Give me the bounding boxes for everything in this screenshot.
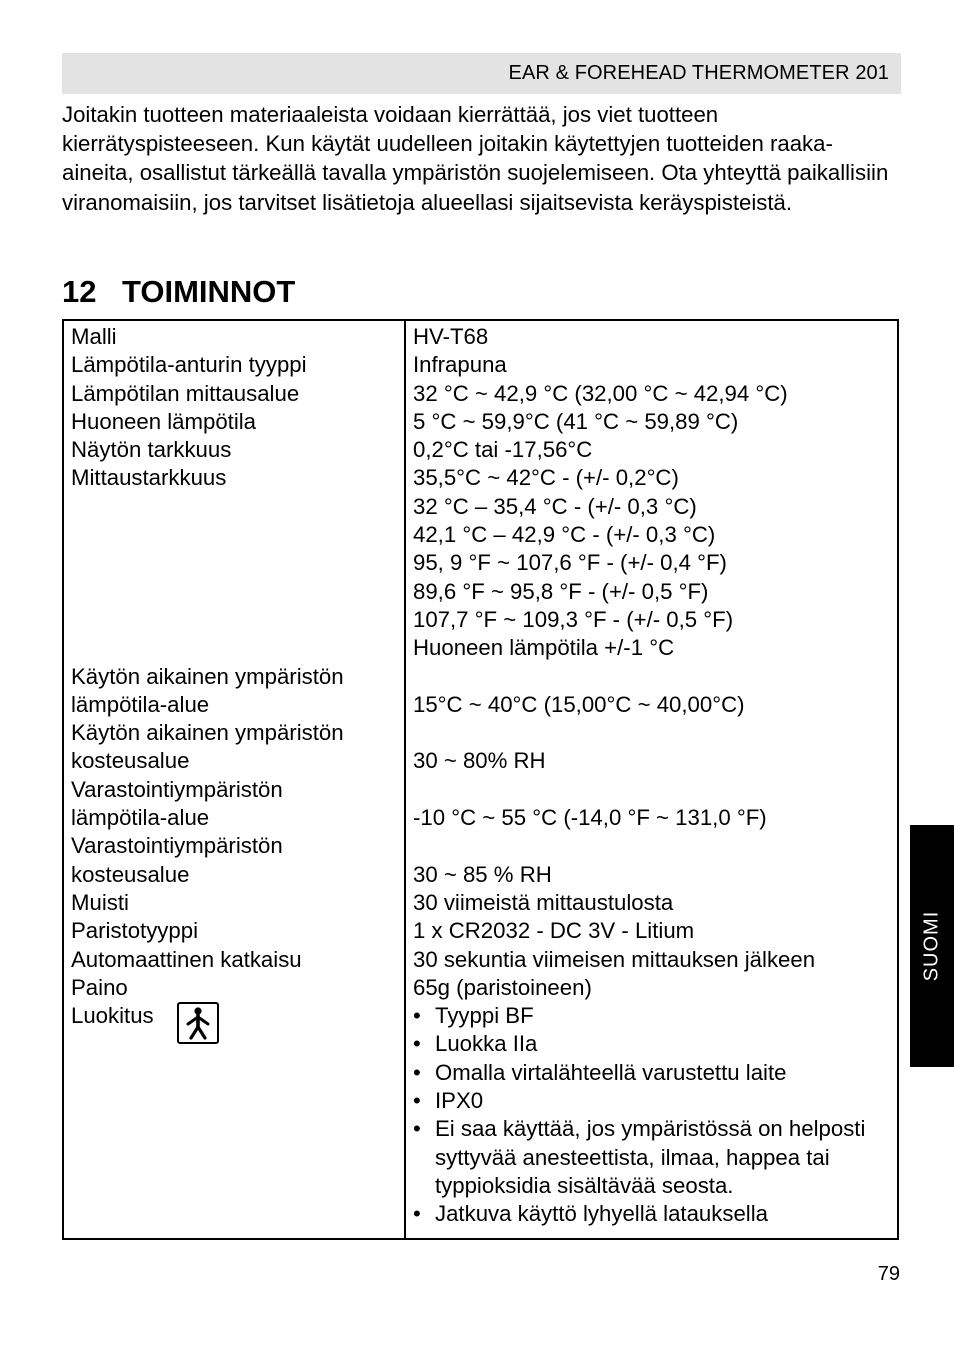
spacer: [71, 493, 404, 663]
spec-label-memory: Muisti: [71, 889, 129, 915]
classification-bullet-text: IPX0: [435, 1088, 484, 1114]
language-side-tab: [910, 825, 954, 1067]
classification-bullet-text: Luokka IIa: [435, 1031, 538, 1057]
classification-bullet-text: Jatkuva käyttö lyhyellä latauksella: [435, 1201, 768, 1227]
spec-label-storage-temp-1: Varastointiympäristön: [71, 776, 283, 802]
classification-bullet: [413, 1087, 897, 1115]
spacer: [413, 719, 897, 747]
spec-value-op-temp: 15°C ~ 40°C (15,00°C ~ 40,00°C): [413, 691, 745, 717]
header-title: EAR & FOREHEAD THERMOMETER 201: [508, 62, 889, 84]
spec-label-weight: Paino: [71, 974, 128, 1000]
spec-value-accuracy-3: 42,1 °C – 42,9 °C - (+/- 0,3 °C): [413, 522, 716, 548]
spec-value-range: 32 °C ~ 42,9 °C (32,00 °C ~ 42,94 °C): [413, 380, 788, 406]
classification-bullet: [413, 1002, 897, 1030]
spec-label-op-temp-2: lämpötila-alue: [71, 691, 210, 717]
spec-value-sensor: Infrapuna: [413, 352, 507, 378]
classification-bullet-text: Tyyppi BF: [435, 1003, 534, 1029]
bullet-marker: •: [413, 1088, 421, 1114]
spec-label-range: Lämpötilan mittausalue: [71, 380, 300, 406]
section-heading: [62, 272, 295, 312]
spec-label-op-temp-1: Käytön aikainen ympäristön: [71, 663, 344, 689]
spec-value-accuracy-1: 35,5°C ~ 42°C - (+/- 0,2°C): [413, 465, 679, 491]
spec-value-storage-humidity: 30 ~ 85 % RH: [413, 861, 552, 887]
intro-paragraph: Joitakin tuotteen materiaaleista voidaan kierrättää, jos viet tuotteen kierrätyspisteeseen. Kun käytät uudelleen joitakin käytettyjen tuotteiden raaka-aineita, osallistut tärkeällä tavalla ympäristön suojelemiseen. Ota yhteyttä paikallisiin viranomaisiin, jos tarvitset lisätietoja alueellasi sijaitsevista keräyspisteistä.: [62, 102, 889, 215]
type-bf-figure-icon: [179, 1004, 217, 1042]
spec-label-classification: Luokitus: [71, 1003, 154, 1029]
spacer: [413, 776, 897, 804]
spec-value-display-resolution: 0,2°C tai -17,56°C: [413, 437, 593, 463]
classification-bullet: [413, 1115, 897, 1200]
bullet-marker: •: [413, 1031, 421, 1057]
spec-label-battery: Paristotyyppi: [71, 918, 199, 944]
spec-values-column: [406, 321, 897, 1238]
spec-value-storage-temp: -10 °C ~ 55 °C (-14,0 °F ~ 131,0 °F): [413, 805, 767, 831]
spec-label-storage-humidity-2: kosteusalue: [71, 861, 190, 887]
classification-bullet: [413, 1059, 897, 1087]
spacer: [413, 663, 897, 691]
spec-value-model: HV-T68: [413, 324, 489, 349]
language-tab-label: SUOMI: [920, 910, 943, 982]
spec-value-op-humidity: 30 ~ 80% RH: [413, 748, 546, 774]
classification-bullet-text: Omalla virtalähteellä varustettu laite: [435, 1059, 787, 1085]
spec-label-classification-row: [71, 1002, 404, 1044]
bullet-marker: •: [413, 1201, 421, 1227]
spec-value-auto-off: 30 sekuntia viimeisen mittauksen jälkeen: [413, 946, 816, 972]
classification-bullet-text: Ei saa käyttää, jos ympäristössä on helposti syttyvää anesteettista, ilmaa, happea tai typpioksidia sisältävää seosta.: [435, 1116, 866, 1198]
spec-value-accuracy-5: 89,6 °F ~ 95,8 °F - (+/- 0,5 °F): [413, 578, 709, 604]
spec-labels-column: [64, 321, 406, 1238]
spec-value-accuracy-6: 107,7 °F ~ 109,3 °F - (+/- 0,5 °F): [413, 606, 734, 632]
spec-label-auto-off: Automaattinen katkaisu: [71, 946, 302, 972]
section-number: 12: [62, 274, 97, 309]
spec-value-battery: 1 x CR2032 - DC 3V - Litium: [413, 918, 695, 944]
spec-value-accuracy-2: 32 °C – 35,4 °C - (+/- 0,3 °C): [413, 493, 697, 519]
spec-label-sensor: Lämpötila-anturin tyyppi: [71, 352, 307, 378]
spec-label-op-humidity-1: Käytön aikainen ympäristön: [71, 720, 344, 746]
header-bar: [62, 53, 901, 94]
classification-bullet: [413, 1030, 897, 1058]
bullet-marker: •: [413, 1003, 421, 1029]
spec-value-room-temp: 5 °C ~ 59,9°C (41 °C ~ 59,89 °C): [413, 408, 739, 434]
page-number: 79: [877, 1263, 900, 1285]
spec-label-op-humidity-2: kosteusalue: [71, 748, 190, 774]
bullet-marker: •: [413, 1116, 421, 1142]
spec-value-weight: 65g (paristoineen): [413, 974, 592, 1000]
section-title: TOIMINNOT: [122, 274, 296, 309]
specifications-table: [62, 319, 899, 1240]
spec-label-display-resolution: Näytön tarkkuus: [71, 437, 232, 463]
spec-label-storage-temp-2: lämpötila-alue: [71, 805, 210, 831]
type-bf-applied-part-icon: [177, 1002, 219, 1044]
spec-label-accuracy: Mittaustarkkuus: [71, 465, 227, 491]
spec-value-accuracy-7: Huoneen lämpötila +/-1 °C: [413, 635, 675, 661]
classification-bullet: [413, 1200, 897, 1228]
spec-value-accuracy-4: 95, 9 °F ~ 107,6 °F - (+/- 0,4 °F): [413, 550, 727, 576]
spec-label-room-temp: Huoneen lämpötila: [71, 408, 257, 434]
spacer: [413, 832, 897, 860]
spec-value-memory: 30 viimeistä mittaustulosta: [413, 889, 674, 915]
spec-label-storage-humidity-1: Varastointiympäristön: [71, 833, 283, 859]
spec-label-model: Malli: [71, 324, 117, 349]
bullet-marker: •: [413, 1059, 421, 1085]
